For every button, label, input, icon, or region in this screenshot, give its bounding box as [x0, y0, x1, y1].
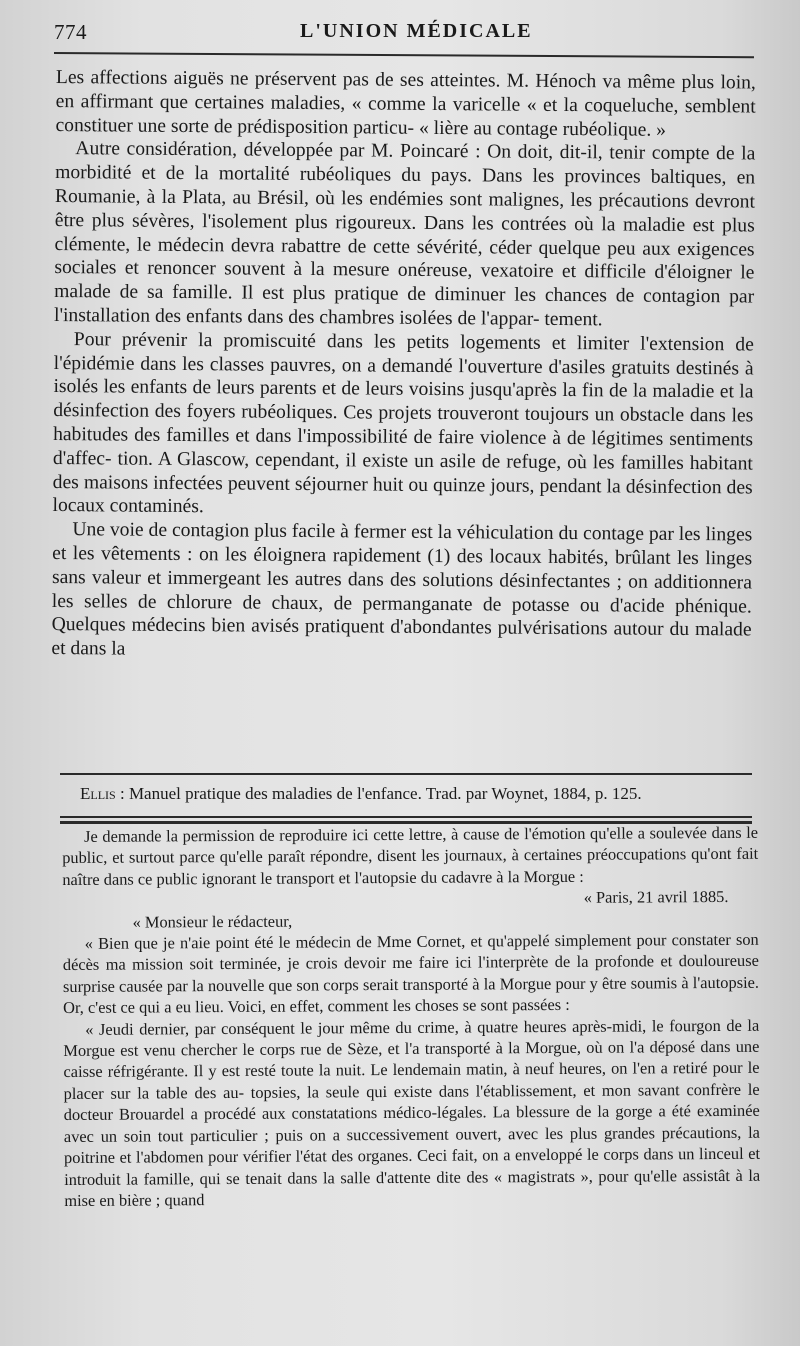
letter-paragraph-1: « Bien que je n'aie point été le médecin de Mme Cornet, et qu'appelé simplement pour constater son décès ma mission soit terminée, je crois devoir me faire ici l'interprète de la profonde et douloureuse surprise causée par la nouvelle que son corps serait transporté à la Morgue pour y être soumis à l'autopsie. Or, c'est ce qui a eu lieu. Voici, en effet, comment les choses se sont passées : — [62, 929, 760, 1018]
paragraph-contagion: Une voie de contagion plus facile à fermer est la véhiculation du contage par les linges et les vêtements : on les éloignera rapidement (1) des locaux habités, brûlant les linges sans valeur et immergeant les autres dans des solutions désinfectantes ; on additionnera les selles de chlorure de chaux, de permanganate de potasse ou d'acide phénique. Quelques médecins bien avisés pratiquent d'abondantes pulvérisations autour du malade et dans la — [51, 519, 753, 660]
paragraph-poincare: Autre considération, développée par M. Poincaré : On doit, dit-il, tenir compte de la morbidité et de la mortalité rubéoliques du pays. Dans les provinces baltiques, en Roumanie, à la Plata, au Brésil, où les endémies sont malignes, les précautions devront être plus sévères, l'isolement plus rigoureux. Dans les contrées où la maladie est plus clémente, le médecin devra rabattre de cette sévérité, céder quelque peu aux exigences sociales et renoncer souvent à la mesure onéreuse, vexatoire et difficile d'éloigner le malade de sa famille. Il est plus pratique de diminuer les chances de contagion par l'installation des enfants dans des chambres isolées de l'appar- tement. — [53, 138, 756, 331]
footnote-rule-top — [60, 773, 752, 775]
footnote-author: Ellis — [80, 784, 116, 803]
letter-dateline: « Paris, 21 avril 1885. — [583, 887, 729, 908]
footnote-text: : Manuel pratique des maladies de l'enfance. Trad. par Woynet, 1884, p. 125. — [115, 784, 642, 803]
letter-salutation: « Monsieur le rédacteur, — [132, 911, 293, 932]
footnote-rule-bottom — [60, 816, 752, 818]
footnote — [80, 783, 760, 805]
header-rule — [54, 52, 754, 58]
page-header — [54, 18, 754, 48]
page-number: 774 — [54, 20, 87, 44]
letter-section — [62, 822, 760, 1212]
paragraph-affections: Les affections aiguës ne préservent pas de ses atteintes. M. Hénoch va même plus loin, en affirmant que certaines maladies, « comme la varicelle « et la coqueluche, semblent constituer une sorte de prédisposition particu- « lière au contage rubéolique. » — [55, 66, 756, 141]
letter-intro: Je demande la permission de reproduire ici cette lettre, à cause de l'émotion qu'elle a soulevée dans le public, et surtout parce qu'elle paraît répondre, disent les journaux, à certaines préoccupations qu'ont fait naître dans ce public ignorant le transport et l'autopsie du cadavre à la Morgue : — [62, 822, 759, 889]
running-title: L'UNION MÉDICALE — [300, 20, 533, 42]
main-text-column — [51, 66, 756, 666]
letter-paragraph-2: « Jeudi dernier, par conséquent le jour même du crime, à quatre heures après-midi, le fourgon de la Morgue est venu chercher le corps rue de Sèze, et l'a transporté à la Morgue, où on l'a déposé dans une caisse réfrigérante. Il y est resté toute la nuit. Le lendemain matin, à neuf heures, on l'en a retiré pour le placer sur la table des au- topsies, la seule qui existe dans l'établissement, et mon savant confrère le docteur Brouardel a procédé aux constatations médico-légales. La blessure de la gorge a été examinée avec un soin tout particulier ; puis on a successivement ouvert, avec les plus grandes précautions, la poitrine et l'abdomen pour vérifier l'état des organes. Ceci fait, on a enveloppé le corps dans un linceul et introduit la famille, qui se tenait dans la salle d'attente dite des « magistrats », pour qu'elle assistât à la mise en bière ; quand — [63, 1015, 761, 1210]
paragraph-promiscuite: Pour prévenir la promiscuité dans les petits logements et limiter l'extension de l'épidémie dans les classes pauvres, on a demandé l'ouverture d'asiles gratuits destinés à isolés les enfants de leurs parents et de leurs voisins jusqu'après la fin de la maladie et la désinfection des foyers rubéoliques. Ces projets trouveront toujours un obstacle dans les habitudes des familles et dans l'impossibilité de faire violence à de légitimes sentiments d'affec- tion. A Glascow, cependant, il existe un asile de refuge, où les familles habitant des maisons infectées peuvent séjourner huit ou quinze jours, pendant la désinfection des locaux contaminés. — [52, 328, 754, 518]
